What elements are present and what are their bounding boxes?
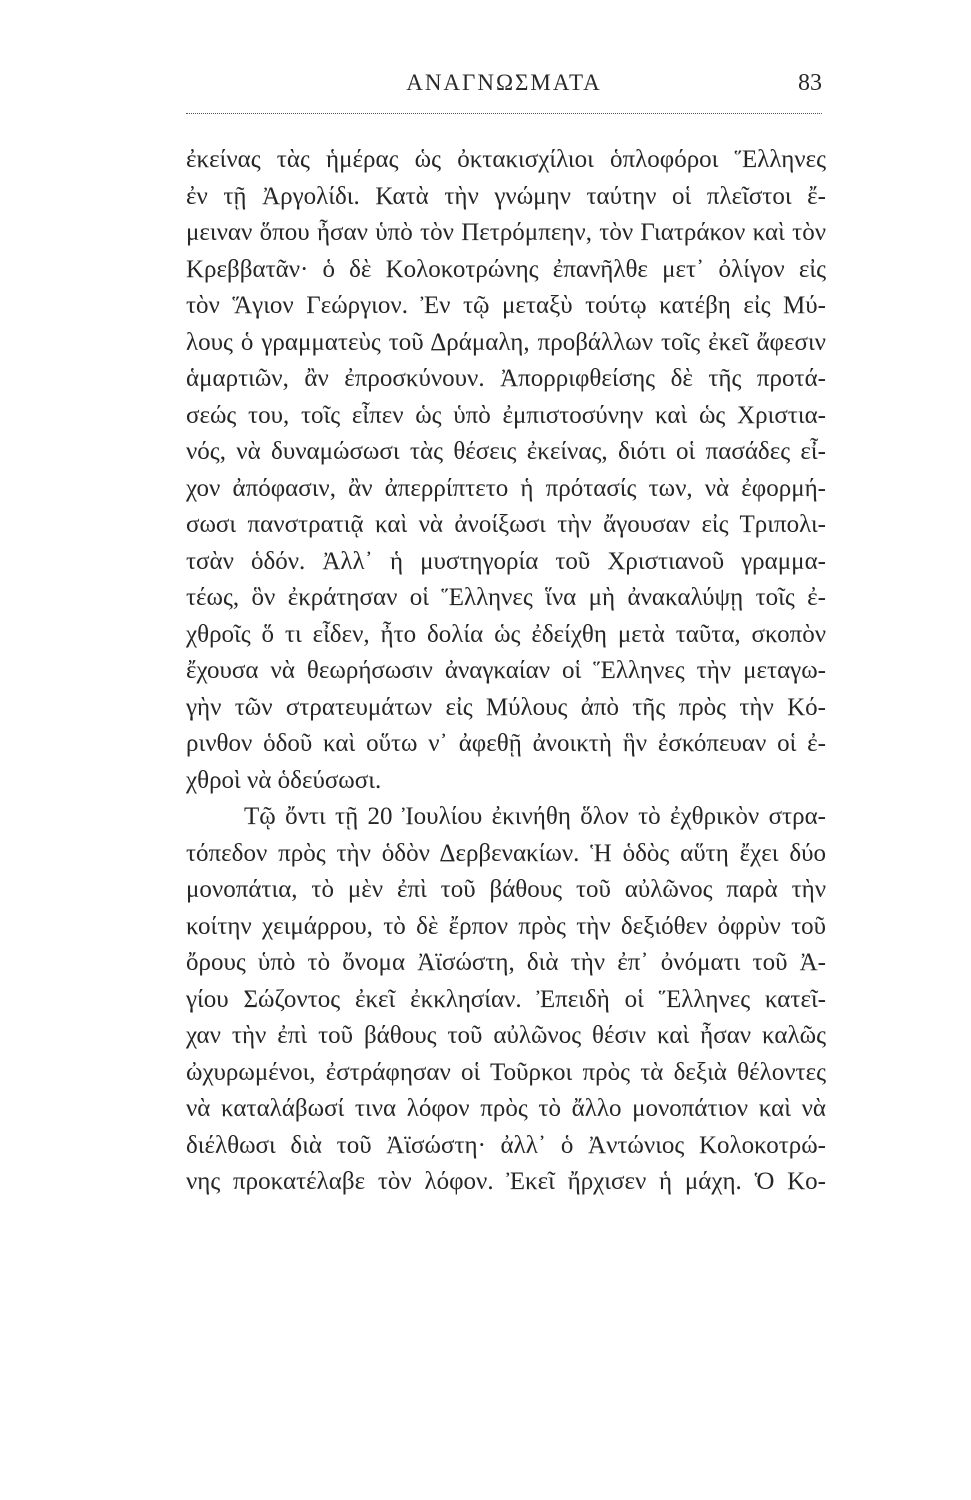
text-line: χον ἀπόφασιν, ἂν ἀπερρίπτετο ἡ πρότασίς των, νὰ ἐφορμή-: [186, 474, 826, 502]
header-rule: [186, 113, 822, 114]
text-line: νός, νὰ δυναμώσωσι τὰς θέσεις ἐκείνας, διότι οἱ πασάδες εἶ-: [186, 438, 826, 465]
text-line: τόπεδον πρὸς τὴν ὁδὸν Δερβενακίων. Ἡ ὁδὸς αὕτη ἔχει δύο: [186, 839, 826, 867]
text-line: νης προκατέλαβε τὸν λόφον. Ἐκεῖ ἤρχισεν ἡ μάχη. Ὁ Κο-: [186, 1168, 826, 1195]
text-line: χθροῖς ὅ τι εἶδεν, ἦτο δολία ὡς ἐδείχθη μετὰ ταῦτα, σκοπὸν: [186, 620, 826, 648]
text-line: χαν τὴν ἐπὶ τοῦ βάθους τοῦ αὐλῶνος θέσιν καὶ ἦσαν καλῶς: [186, 1022, 826, 1049]
text-line: ὄρους ὑπὸ τὸ ὄνομα Ἀϊσώστη, διὰ τὴν ἐπ᾽ ὀνόματι τοῦ Ἀ-: [186, 949, 826, 976]
text-line: σωσι πανστρατιᾷ καὶ νὰ ἀνοίξωσι τὴν ἄγουσαν εἰς Τριπολι-: [186, 511, 826, 538]
text-line-paragraph-start: Τῷ ὄντι τῇ 20 Ἰουλίου ἐκινήθη ὅλον τὸ ἐχθρικὸν στρα-: [244, 803, 826, 830]
text-line: μειναν ὅπου ἦσαν ὑπὸ τὸν Πετρόμπεην, τὸν Γιατράκον καὶ τὸν: [186, 219, 826, 246]
text-line: ἔχουσα νὰ θεωρήσωσιν ἀναγκαίαν οἱ Ἕλληνες τὴν μεταγω-: [186, 657, 826, 684]
text-line: τσὰν ὁδόν. Ἀλλ᾽ ἡ μυστηγορία τοῦ Χριστιανοῦ γραμμα-: [186, 547, 826, 575]
text-line: ρινθον ὁδοῦ καὶ οὕτω ν᾽ ἀφεθῇ ἀνοικτὴ ἣν ἐσκόπευαν οἱ ἐ-: [186, 730, 826, 757]
text-line: νὰ καταλάβωσί τινα λόφον πρὸς τὸ ἄλλο μονοπάτιον καὶ νὰ: [186, 1095, 826, 1122]
text-line: ἐν τῇ Ἀργολίδι. Κατὰ τὴν γνώμην ταύτην οἱ πλεῖστοι ἔ-: [186, 182, 826, 210]
text-line: λους ὁ γραμματεὺς τοῦ Δράμαλη, προβάλλων τοῖς ἐκεῖ ἄφεσιν: [186, 328, 826, 356]
text-line: σεώς του, τοῖς εἶπεν ὡς ὑπὸ ἐμπιστοσύνην καὶ ὡς Χριστια-: [186, 401, 826, 429]
text-line: μονοπάτια, τὸ μὲν ἐπὶ τοῦ βάθους τοῦ αὐλῶνος παρὰ τὴν: [186, 876, 826, 903]
body-text: [186, 142, 826, 1201]
text-line: ὠχυρωμένοι, ἐστράφησαν οἱ Τοῦρκοι πρὸς τὰ δεξιὰ θέλοντες: [186, 1058, 826, 1086]
page-number: 83: [798, 70, 822, 96]
text-line: Κρεββατᾶν· ὁ δὲ Κολοκοτρώνης ἐπανῆλθε μετ᾽ ὀλίγον εἰς: [186, 255, 826, 283]
text-line: τέως, ὃν ἐκράτησαν οἱ Ἕλληνες ἵνα μὴ ἀνακαλύψῃ τοῖς ἐ-: [186, 584, 826, 611]
text-line: διέλθωσι διὰ τοῦ Ἀϊσώστη· ἀλλ᾽ ὁ Ἀντώνιος Κολοκοτρώ-: [186, 1131, 826, 1159]
page-header: [186, 66, 822, 106]
text-line: γὴν τῶν στρατευμάτων εἰς Μύλους ἀπὸ τῆς πρὸς τὴν Κό-: [186, 693, 826, 721]
text-line: τὸν Ἅγιον Γεώργιον. Ἐν τῷ μεταξὺ τούτῳ κατέβη εἰς Μύ-: [186, 292, 826, 319]
text-line: ἐκείνας τὰς ἡμέρας ὡς ὀκτακισχίλιοι ὁπλοφόροι Ἕλληνες: [186, 146, 826, 173]
running-title: ΑΝΑΓΝΩΣΜΑΤΑ: [406, 70, 602, 95]
text-line: ἁμαρτιῶν, ἂν ἐπροσκύνουν. Ἀπορριφθείσης δὲ τῆς προτά-: [186, 365, 826, 392]
text-line: γίου Σώζοντος ἐκεῖ ἐκκλησίαν. Ἐπειδὴ οἱ Ἕλληνες κατεῖ-: [186, 985, 826, 1013]
text-line-paragraph-end: χθροὶ νὰ ὁδεύσωσι.: [186, 766, 382, 794]
text-line: κοίτην χειμάρρου, τὸ δὲ ἔρπον πρὸς τὴν δεξιόθεν ὀφρὺν τοῦ: [186, 912, 826, 940]
